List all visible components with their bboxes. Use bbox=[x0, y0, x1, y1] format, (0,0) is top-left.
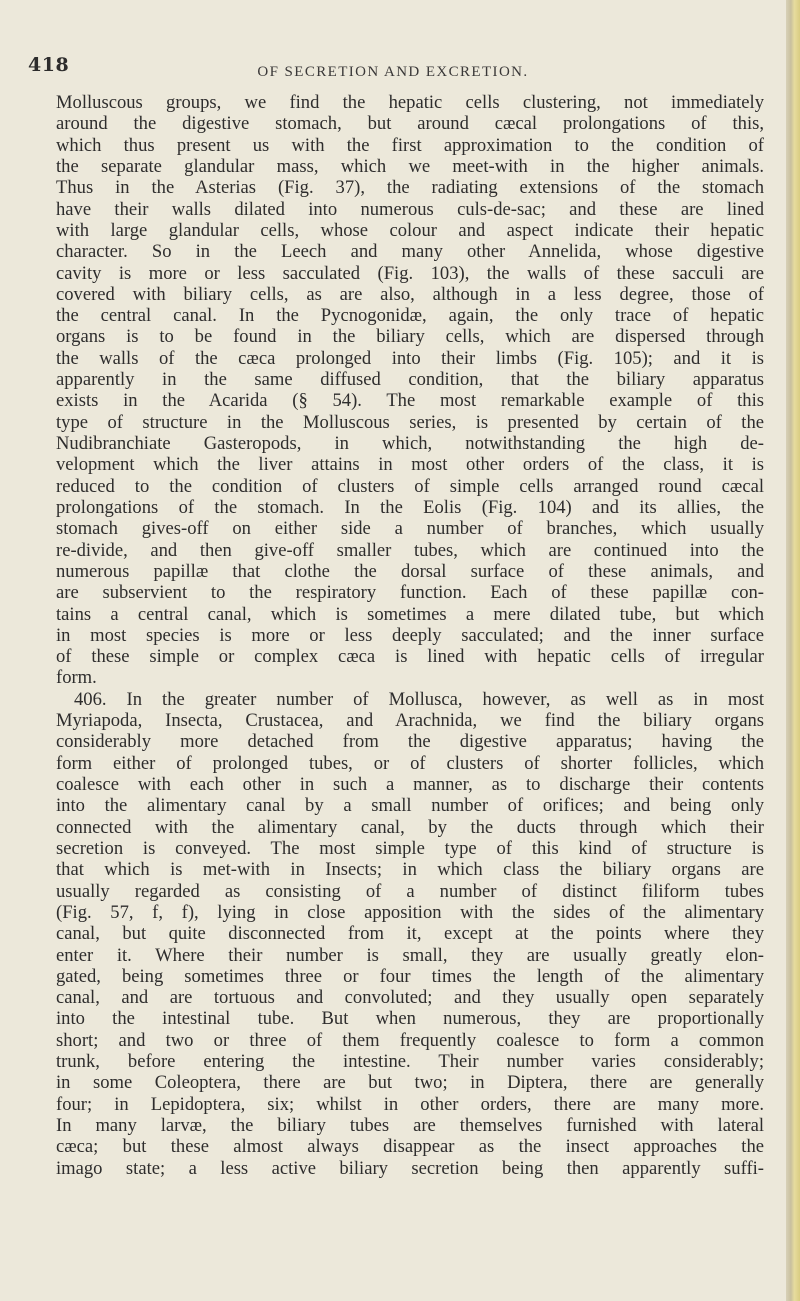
text-line: in some Coleoptera, there are but two; in Diptera, there are generally bbox=[56, 1072, 764, 1094]
text-line: canal, but quite disconnected from it, except at the points where they bbox=[56, 923, 764, 945]
text-line: trunk, before entering the intestine. Their number varies considerably; bbox=[56, 1051, 764, 1073]
text-line: secretion is conveyed. The most simple type of this kind of structure is bbox=[56, 837, 764, 859]
text-line: usually regarded as consisting of a number of distinct filiform tubes bbox=[56, 880, 764, 902]
text-line: Nudibranchiate Gasteropods, in which, notwithstanding the high de- bbox=[56, 433, 764, 454]
text-line: gated, being sometimes three or four times the length of the alimentary bbox=[56, 965, 764, 987]
text-line: have their walls dilated into numerous culs-de-sac; and these are lined bbox=[56, 198, 764, 220]
text-line: cavity is more or less sacculated (Fig. 103), the walls of these sacculi are bbox=[56, 262, 764, 284]
text-line: In many larvæ, the biliary tubes are themselves furnished with lateral bbox=[56, 1115, 764, 1136]
page-edge bbox=[786, 0, 800, 1301]
text-line: (Fig. 57, f, f), lying in close apposition with the sides of the alimentary bbox=[56, 901, 764, 923]
text-line: into the alimentary canal by a small number of orifices; and being only bbox=[56, 795, 764, 817]
text-line: that which is met-with in Insects; in which class the biliary organs are bbox=[56, 859, 764, 881]
text-line: character. So in the Leech and many other Annelida, whose digestive bbox=[56, 241, 764, 263]
text-line: Thus in the Asterias (Fig. 37), the radiating extensions of the stomach bbox=[56, 177, 764, 199]
text-line: re-divide, and then give-off smaller tubes, which are continued into the bbox=[56, 539, 764, 561]
text-line: exists in the Acarida (§ 54). The most remarkable example of this bbox=[56, 390, 764, 412]
text-line: short; and two or three of them frequently coalesce to form a common bbox=[56, 1029, 764, 1051]
text-line: the separate glandular mass, which we meet-with in the higher animals. bbox=[56, 155, 764, 177]
text-line: organs is to be found in the biliary cells, which are dispersed through bbox=[56, 326, 764, 348]
page-header bbox=[28, 54, 758, 80]
text-line: apparently in the same diffused condition, that the biliary apparatus bbox=[56, 369, 764, 391]
text-line: coalesce with each other in such a manner, as to discharge their contents bbox=[56, 774, 764, 795]
text-line: considerably more detached from the digestive apparatus; having the bbox=[56, 731, 764, 753]
text-line: around the digestive stomach, but around cæcal prolongations of this, bbox=[56, 113, 764, 135]
text-line: which thus present us with the first approximation to the condition of bbox=[56, 134, 764, 156]
text-line-paragraph-start: 406. In the greater number of Mollusca, however, as well as in most bbox=[74, 688, 764, 710]
text-line: enter it. Where their number is small, they are usually greatly elon- bbox=[56, 944, 764, 966]
text-line: prolongations of the stomach. In the Eolis (Fig. 104) and its allies, the bbox=[56, 496, 764, 518]
text-line: connected with the alimentary canal, by the ducts through which their bbox=[56, 816, 764, 838]
text-line: velopment which the liver attains in most other orders of the class, it is bbox=[56, 454, 764, 476]
text-line: the walls of the cæca prolonged into their limbs (Fig. 105); and it is bbox=[56, 347, 764, 369]
text-line: imago state; a less active biliary secretion being then apparently suffi- bbox=[56, 1157, 764, 1179]
text-line: covered with biliary cells, as are also, although in a less degree, those of bbox=[56, 283, 764, 305]
text-line: reduced to the condition of clusters of simple cells arranged round cæcal bbox=[56, 475, 764, 497]
text-line: type of structure in the Molluscous series, is presented by certain of the bbox=[56, 411, 764, 433]
text-line: Molluscous groups, we find the hepatic cells clustering, not immediately bbox=[56, 92, 764, 113]
text-line: numerous papillæ that clothe the dorsal surface of these animals, and bbox=[56, 560, 764, 582]
running-head: OF SECRETION AND EXCRETION. bbox=[257, 64, 529, 80]
body-text bbox=[56, 92, 764, 1179]
text-line: Myriapoda, Insecta, Crustacea, and Arachnida, we find the biliary organs bbox=[56, 710, 764, 732]
page-number: 418 bbox=[28, 54, 70, 76]
text-line: in most species is more or less deeply sacculated; and the inner surface bbox=[56, 624, 764, 646]
text-line: into the intestinal tube. But when numerous, they are proportionally bbox=[56, 1008, 764, 1030]
text-line: tains a central canal, which is sometimes a mere dilated tube, but which bbox=[56, 603, 764, 625]
text-line-paragraph-end: form. bbox=[56, 667, 97, 689]
text-line: form either of prolonged tubes, or of clusters of shorter follicles, which bbox=[56, 752, 764, 774]
text-line: cæca; but these almost always disappear as the insect approaches the bbox=[56, 1136, 764, 1158]
text-line: canal, and are tortuous and convoluted; and they usually open separately bbox=[56, 987, 764, 1009]
text-line: are subservient to the respiratory function. Each of these papillæ con- bbox=[56, 582, 764, 604]
text-line: the central canal. In the Pycnogonidæ, again, the only trace of hepatic bbox=[56, 305, 764, 327]
text-line: four; in Lepidoptera, six; whilst in other orders, there are many more. bbox=[56, 1093, 764, 1115]
text-line: of these simple or complex cæca is lined with hepatic cells of irregular bbox=[56, 646, 764, 668]
text-line: stomach gives-off on either side a number of branches, which usually bbox=[56, 518, 764, 540]
text-line: with large glandular cells, whose colour and aspect indicate their hepatic bbox=[56, 219, 764, 241]
